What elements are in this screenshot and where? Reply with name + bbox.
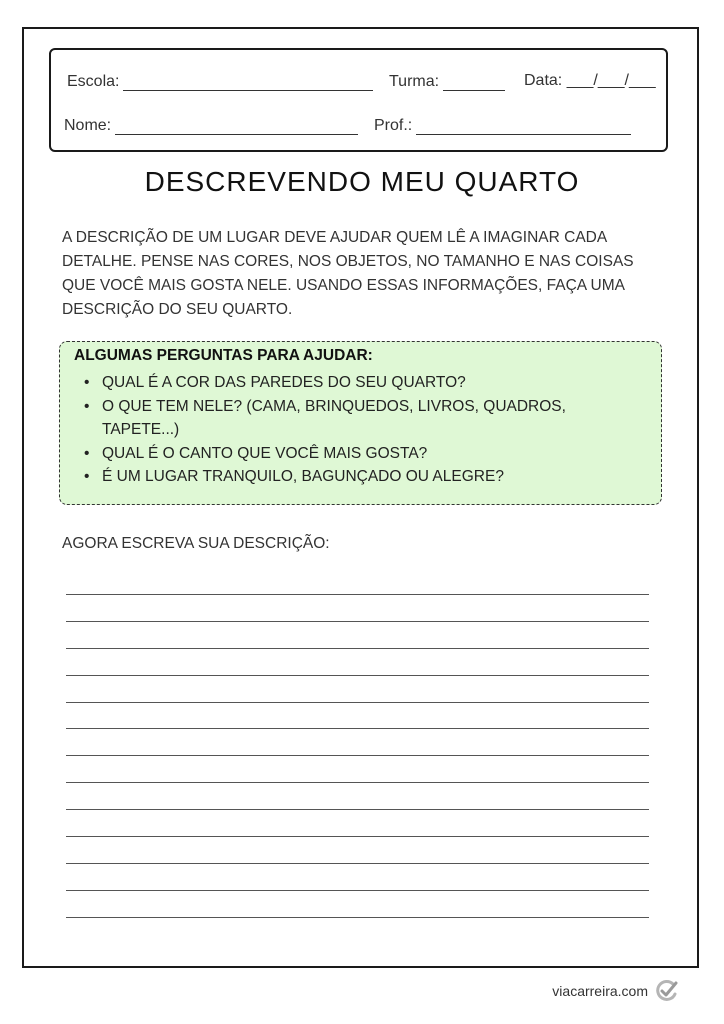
bullet-icon: •	[84, 468, 90, 485]
writing-line[interactable]	[66, 594, 649, 595]
class-field[interactable]	[389, 73, 505, 91]
school-input-line[interactable]	[123, 76, 373, 91]
bullet-icon: •	[84, 444, 90, 462]
writing-line[interactable]	[66, 917, 649, 918]
bullet-icon: •	[84, 374, 90, 391]
footer-brand	[552, 978, 680, 1004]
writing-line[interactable]	[66, 675, 649, 676]
class-label: Turma:	[389, 73, 440, 90]
writing-line[interactable]	[66, 809, 649, 810]
help-question-list	[74, 371, 644, 489]
school-field[interactable]	[67, 73, 373, 91]
writing-line[interactable]	[66, 863, 649, 864]
writing-line[interactable]	[66, 755, 649, 756]
checkmark-logo-icon	[654, 978, 680, 1004]
writing-line[interactable]	[66, 890, 649, 891]
name-input-line[interactable]	[115, 120, 358, 135]
help-questions-box	[59, 341, 662, 505]
writing-line[interactable]	[66, 728, 649, 729]
teacher-field[interactable]	[374, 117, 631, 135]
writing-line[interactable]	[66, 702, 649, 703]
school-label: Escola:	[67, 73, 120, 90]
question-text: O QUE TEM NELE? (CAMA, BRINQUEDOS, LIVROS, QUADROS, TAPETE...)	[102, 397, 566, 438]
list-item	[74, 442, 644, 466]
question-text: QUAL É A COR DAS PAREDES DO SEU QUARTO?	[102, 374, 466, 391]
question-text: É UM LUGAR TRANQUILO, BAGUNÇADO OU ALEGRE?	[102, 468, 504, 485]
writing-area[interactable]	[66, 594, 649, 944]
list-item	[74, 395, 644, 442]
date-label[interactable]: Data: ___/___/___	[524, 72, 656, 89]
teacher-label: Prof.:	[374, 117, 413, 134]
intro-paragraph: A DESCRIÇÃO DE UM LUGAR DEVE AJUDAR QUEM LÊ A IMAGINAR CADA DETALHE. PENSE NAS CORES, NOS OBJETOS, NO TAMANHO E NAS COISAS QUE VOCÊ MAIS GOSTA NELE. USANDO ESSAS INFORMAÇÕES, FAÇA UMA DESCRIÇÃO DO SEU QUARTO.	[62, 229, 634, 318]
teacher-input-line[interactable]	[416, 120, 631, 135]
writing-line[interactable]	[66, 836, 649, 837]
writing-line[interactable]	[66, 782, 649, 783]
worksheet-title: DESCREVENDO MEU QUARTO	[144, 166, 580, 197]
writing-line[interactable]	[66, 621, 649, 622]
class-input-line[interactable]	[443, 76, 505, 91]
name-field[interactable]	[64, 117, 358, 135]
writing-line[interactable]	[66, 648, 649, 649]
site-name: viacarreira.com	[552, 983, 648, 999]
writing-prompt: AGORA ESCREVA SUA DESCRIÇÃO:	[62, 535, 330, 552]
student-info-box	[49, 48, 668, 152]
list-item	[74, 371, 644, 395]
help-box-title: ALGUMAS PERGUNTAS PARA AJUDAR:	[74, 347, 373, 364]
question-text: QUAL É O CANTO QUE VOCÊ MAIS GOSTA?	[102, 444, 428, 462]
name-label: Nome:	[64, 117, 112, 134]
list-item	[74, 465, 644, 489]
bullet-icon: •	[84, 397, 90, 415]
date-field[interactable]	[524, 72, 656, 90]
